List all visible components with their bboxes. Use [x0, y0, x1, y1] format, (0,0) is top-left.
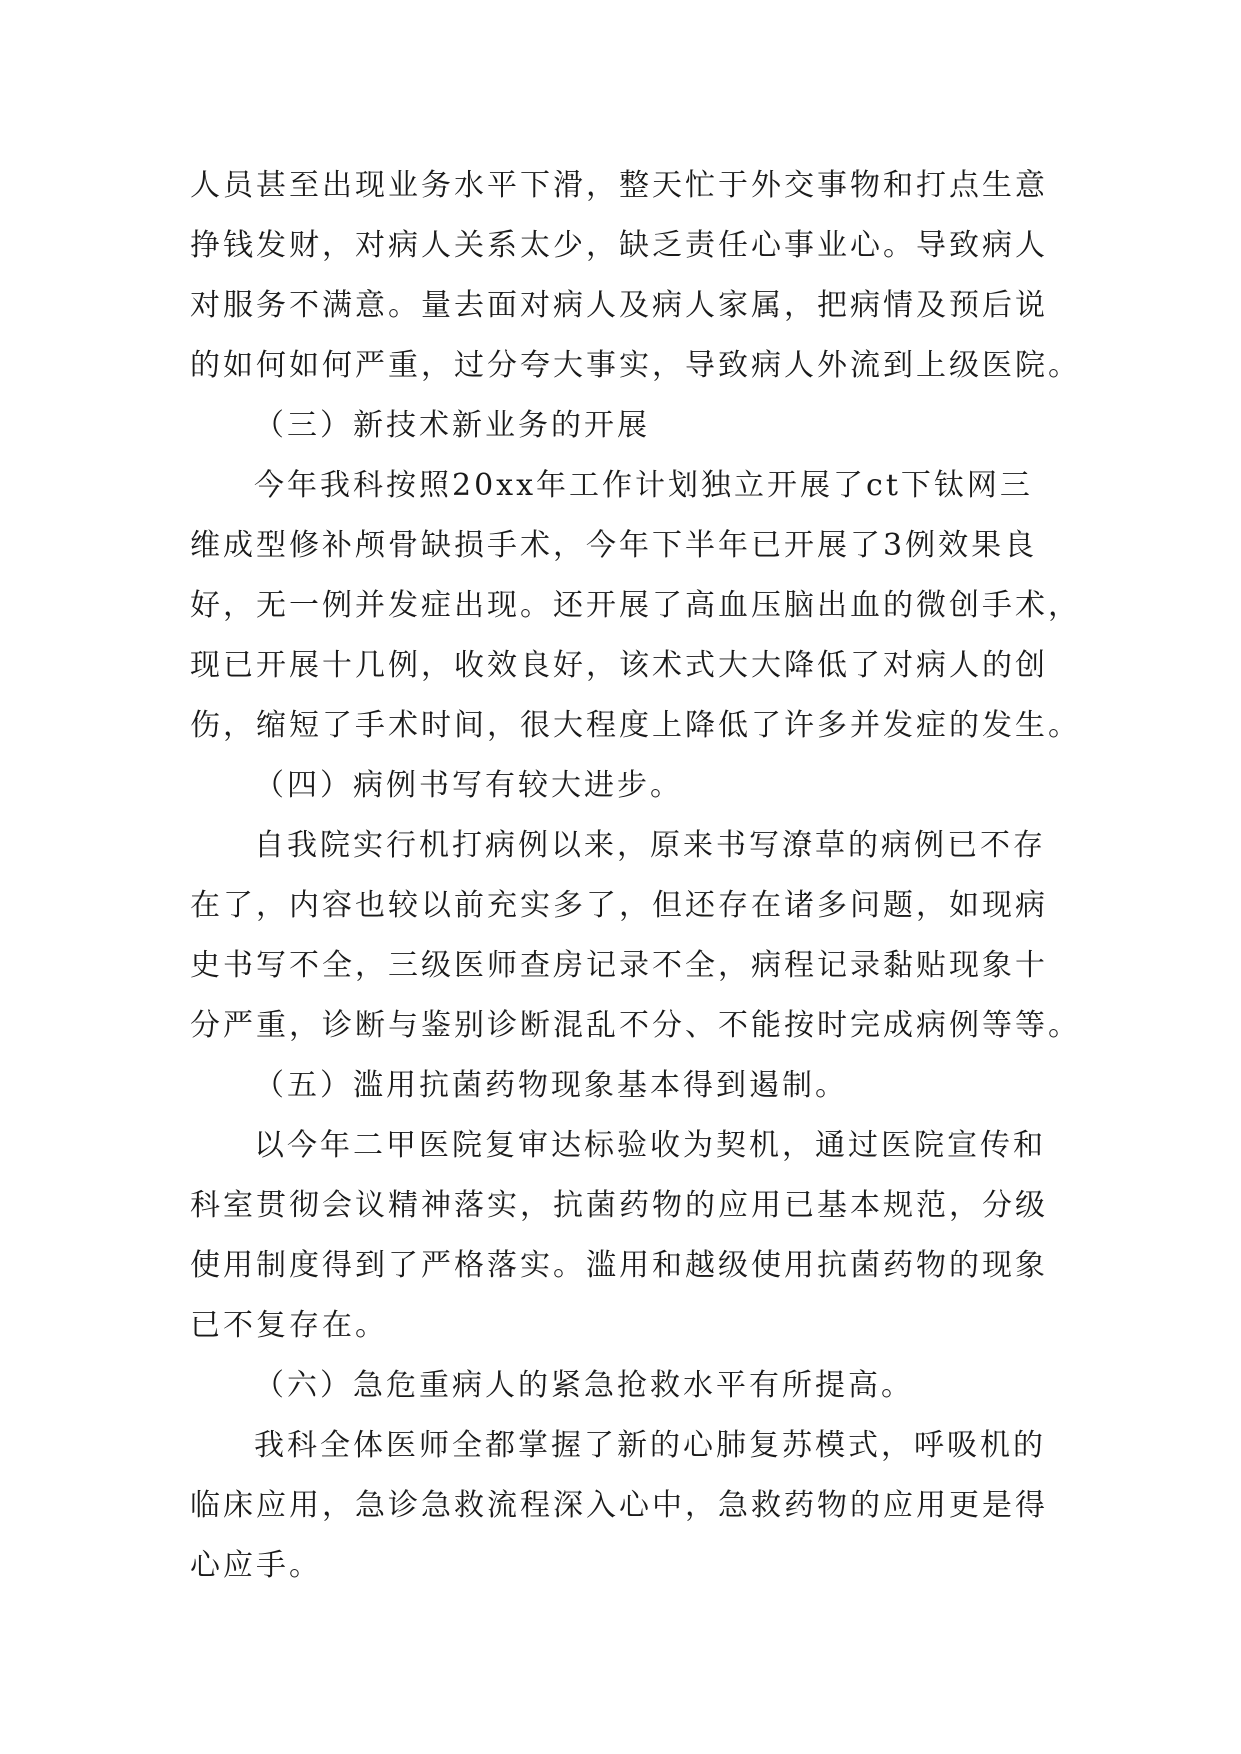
text-line: 临床应用，急诊急救流程深入心中，急救药物的应用更是得: [190, 1488, 1048, 1523]
text-line: 分严重，诊断与鉴别诊断混乱不分、不能按时完成病例等等。: [190, 1008, 1081, 1043]
text-line: 维成型修补颅骨缺损手术，今年下半年已开展了3例效果良: [190, 528, 1038, 563]
paragraph-first-line: 以今年二甲医院复审达标验收为契机，通过医院宣传和: [254, 1128, 1046, 1163]
paragraph-first-line: （六）急危重病人的紧急抢救水平有所提高。: [254, 1368, 914, 1403]
text-line: 心应手。: [190, 1548, 322, 1583]
paragraph-first-line: （三）新技术新业务的开展: [254, 408, 650, 443]
text-line: 史书写不全，三级医师查房记录不全，病程记录黏贴现象十: [190, 948, 1048, 983]
text-line: 的如何如何严重，过分夸大事实，导致病人外流到上级医院。: [190, 348, 1081, 383]
text-line: 已不复存在。: [190, 1308, 388, 1343]
text-line: 在了，内容也较以前充实多了，但还存在诸多问题，如现病: [190, 888, 1048, 923]
text-line: 现已开展十几例，收效良好，该术式大大降低了对病人的创: [190, 648, 1048, 683]
paragraph-first-line: 今年我科按照20xx年工作计划独立开展了ct下钛网三: [254, 468, 1033, 503]
text-line: 对服务不满意。量去面对病人及病人家属，把病情及预后说: [190, 288, 1048, 323]
text-line: 人员甚至出现业务水平下滑，整天忙于外交事物和打点生意: [190, 168, 1048, 203]
document-body: [190, 156, 1081, 1596]
paragraph-first-line: 自我院实行机打病例以来，原来书写潦草的病例已不存: [254, 828, 1046, 863]
paragraph-first-line: （五）滥用抗菌药物现象基本得到遏制。: [254, 1068, 848, 1103]
text-line: 挣钱发财，对病人关系太少，缺乏责任心事业心。导致病人: [190, 228, 1048, 263]
paragraph-first-line: 我科全体医师全都掌握了新的心肺复苏模式，呼吸机的: [254, 1428, 1046, 1463]
text-line: 伤，缩短了手术时间，很大程度上降低了许多并发症的发生。: [190, 708, 1081, 743]
paragraph-first-line: （四）病例书写有较大进步。: [254, 768, 683, 803]
text-line: 使用制度得到了严格落实。滥用和越级使用抗菌药物的现象: [190, 1248, 1048, 1283]
text-line: 好，无一例并发症出现。还开展了高血压脑出血的微创手术，: [190, 588, 1081, 623]
text-line: 科室贯彻会议精神落实，抗菌药物的应用已基本规范，分级: [190, 1188, 1048, 1223]
